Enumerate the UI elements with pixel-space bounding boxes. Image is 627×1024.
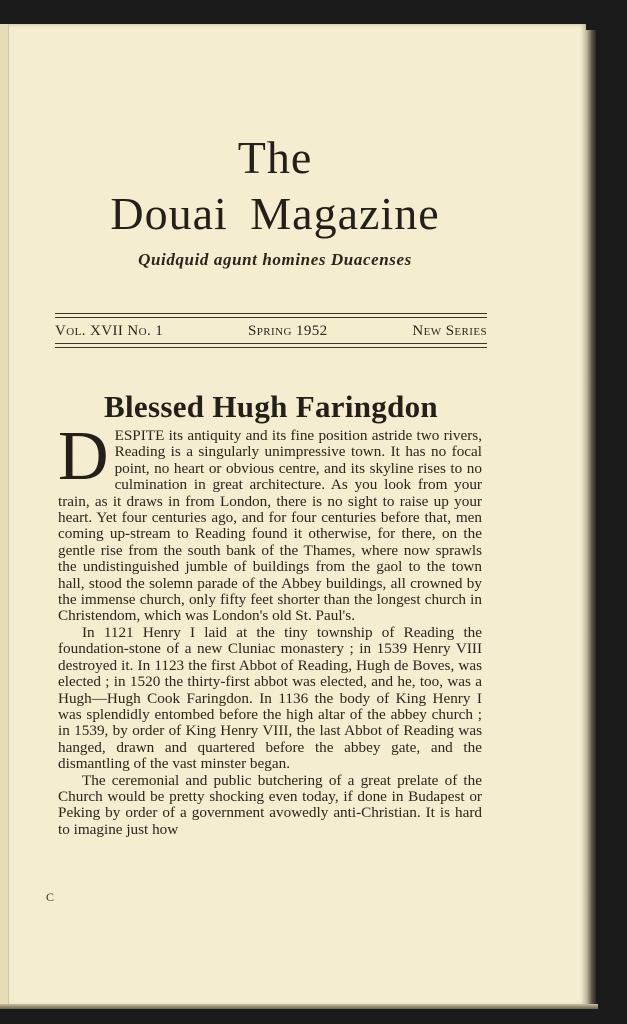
- issue-line: [55, 321, 487, 341]
- article-title: Blessed Hugh Faringdon: [104, 388, 438, 424]
- article-body: [58, 418, 482, 838]
- masthead-title: Douai Magazine: [110, 188, 440, 239]
- masthead: [20, 130, 530, 270]
- masthead-the: The: [237, 132, 313, 183]
- double-rule-top: [55, 313, 487, 314]
- masthead-motto: Quidquid agunt homines Duacenses: [138, 250, 412, 269]
- double-rule-bottom: [55, 343, 487, 344]
- issue-volume: Vol. XVII No. 1: [55, 322, 164, 339]
- article-paragraph: [58, 418, 482, 625]
- page-stack-edge-right: [586, 30, 596, 1006]
- issue-season: Spring 1952: [248, 322, 328, 339]
- issue-series: New Series: [412, 322, 487, 339]
- drop-cap: D: [58, 418, 109, 495]
- article-paragraph: The ceremonial and public butchering of a great prelate of the Church would be pretty shocking even today, if done in Budapest or Peking by order of a government avowedly anti-Christian. It is hard to imagine just how: [58, 771, 482, 838]
- signature-mark: C: [46, 890, 55, 904]
- page-stack-edge-bottom: [0, 1004, 598, 1009]
- article-paragraph: In 1121 Henry I laid at the tiny township of Reading the foundation-stone of a new Cluniac monastery ; in 1539 Henry VIII destroyed it. In 1123 the first Abbot of Reading, Hugh de Boves, was elected ; in 1520 the thirty-first abbot was elected, and he, too, was a Hugh—Hugh Cook Faringdon. In 1136 the body of King Henry I was splendidly entombed before the high altar of the abbey church ; in 1539, by order of King Henry VIII, the last Abbot of Reading was hanged, drawn and quartered before the abbey gate, and the dismantling of the vast minster began.: [58, 623, 482, 773]
- double-rule-top-inner: [55, 317, 487, 318]
- page-binding-edge: [0, 24, 9, 1006]
- double-rule-bottom-inner: [55, 347, 487, 348]
- paragraph-text: ESPITE its antiquity and its fine position astride two rivers, Reading is a singularly unimpressive town. It has no focal point, no heart or obvious centre, and its skyline rises to no culmination in great architecture. As you look from your train, as it draws in from London, there is no sight to raise up your heart. Yet four centuries ago, and for four centuries before that, men coming up-stream to Reading found it otherwise, for there, on the gentle rise from the south bank of the Thames, where now sprawls the undistinguished jumble of buildings from the gaol to the town hall, stood the solemn parade of the Abbey buildings, all crowned by the immense church, only fifty feet shorter than the longest church in Christendom, which was London's old St. Paul's.: [58, 427, 482, 625]
